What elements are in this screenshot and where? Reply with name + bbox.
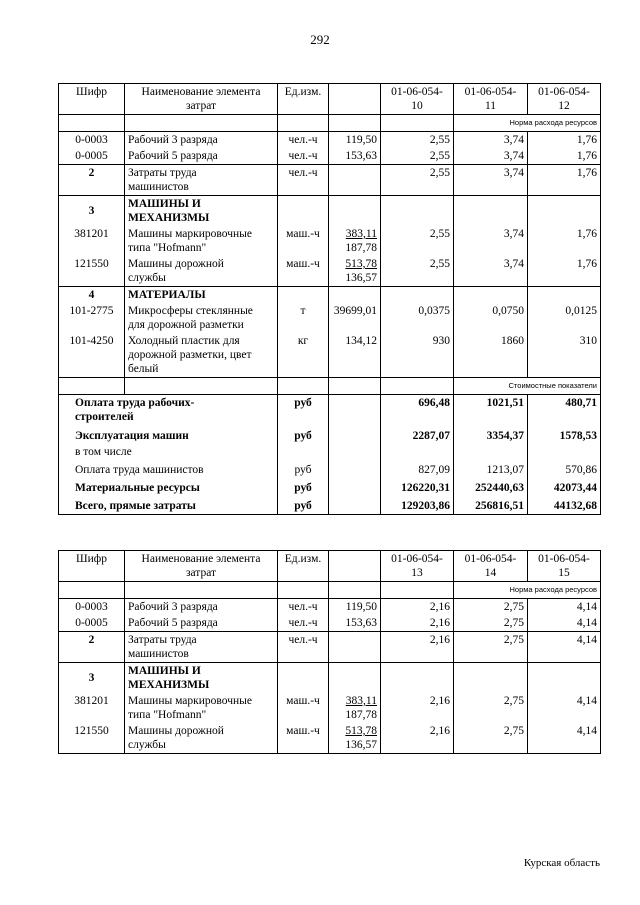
header-name: Наименование элемента затрат (125, 551, 278, 582)
cost-row: в том числе (59, 444, 601, 460)
table-row: 0-0003 Рабочий 3 разряда чел.-ч 119,50 2,55 3,74 1,76 (59, 132, 601, 149)
header-price (329, 84, 381, 115)
cost-row: Эксплуатация машин руб 2287,07 3354,37 1578,53 (59, 425, 601, 444)
header-unit: Ед.изм. (278, 84, 329, 115)
norm-label-row (59, 582, 601, 599)
header-col-3: 01-06-054- 15 (528, 551, 601, 582)
header-col-1: 01-06-054- 13 (381, 551, 454, 582)
cost-label: Стоимостные показатели (454, 378, 601, 395)
header-code: Шифр (59, 84, 125, 115)
header-col-1: 01-06-054- 10 (381, 84, 454, 115)
header-code: Шифр (59, 551, 125, 582)
cost-row: Оплата труда машинистов руб 827,09 1213,07 570,86 (59, 460, 601, 478)
table-row: 2 Затраты труда машинистов чел.-ч 2,55 3,74 1,76 (59, 165, 601, 196)
header-price (329, 551, 381, 582)
table-row: 381201 Машины маркировочные типа "Hofmann" маш.-ч 383,11 187,78 2,55 3,74 1,76 (59, 226, 601, 256)
table-row: 121550 Машины дорожной службы маш.-ч 513,78 136,57 2,16 2,75 4,14 (59, 723, 601, 754)
footer-region-label: Курская область (523, 857, 600, 869)
table-header-row (59, 84, 601, 115)
table-row: 101-4250 Холодный пластик для дорожной разметки, цвет белый кг 134,12 930 1860 310 (59, 333, 601, 378)
table-row: 2 Затраты труда машинистов чел.-ч 2,16 2,75 4,14 (59, 632, 601, 663)
table-row: 0-0005 Рабочий 5 разряда чел.-ч 153,63 2,55 3,74 1,76 (59, 148, 601, 165)
header-col-2: 01-06-054- 14 (454, 551, 528, 582)
norm-table-1 (58, 83, 601, 515)
cost-row: Материальные ресурсы руб 126220,31 252440,63 42073,44 (59, 478, 601, 496)
norm-label-row (59, 115, 601, 132)
table-row: 121550 Машины дорожной службы маш.-ч 513,78 136,57 2,55 3,74 1,76 (59, 256, 601, 287)
table-header-row (59, 551, 601, 582)
header-name: Наименование элемента затрат (125, 84, 278, 115)
cost-row-total: Всего, прямые затраты руб 129203,86 256816,51 44132,68 (59, 496, 601, 515)
header-unit: Ед.изм. (278, 551, 329, 582)
section-header-machines: 3 МАШИНЫ И МЕХАНИЗМЫ (59, 663, 601, 694)
norm-label: Норма расхода ресурсов (454, 115, 601, 132)
section-header-materials: 4 МАТЕРИАЛЫ (59, 287, 601, 304)
header-col-3: 01-06-054- 12 (528, 84, 601, 115)
cost-label-row (59, 378, 601, 395)
section-header-machines: 3 МАШИНЫ И МЕХАНИЗМЫ (59, 196, 601, 227)
norm-table-2 (58, 550, 601, 754)
table-row: 381201 Машины маркировочные типа "Hofmann" маш.-ч 383,11 187,78 2,16 2,75 4,14 (59, 693, 601, 723)
norm-label: Норма расхода ресурсов (454, 582, 601, 599)
page-number: 292 (310, 32, 330, 47)
header-col-2: 01-06-054- 11 (454, 84, 528, 115)
table-row: 101-2775 Микросферы стеклянные для дорожной разметки т 39699,01 0,0375 0,0750 0,0125 (59, 303, 601, 333)
cost-row: Оплата труда рабочих- строителей руб 696,48 1021,51 480,71 (59, 395, 601, 426)
table-row: 0-0003 Рабочий 3 разряда чел.-ч 119,50 2,16 2,75 4,14 (59, 599, 601, 616)
table-row: 0-0005 Рабочий 5 разряда чел.-ч 153,63 2,16 2,75 4,14 (59, 615, 601, 632)
